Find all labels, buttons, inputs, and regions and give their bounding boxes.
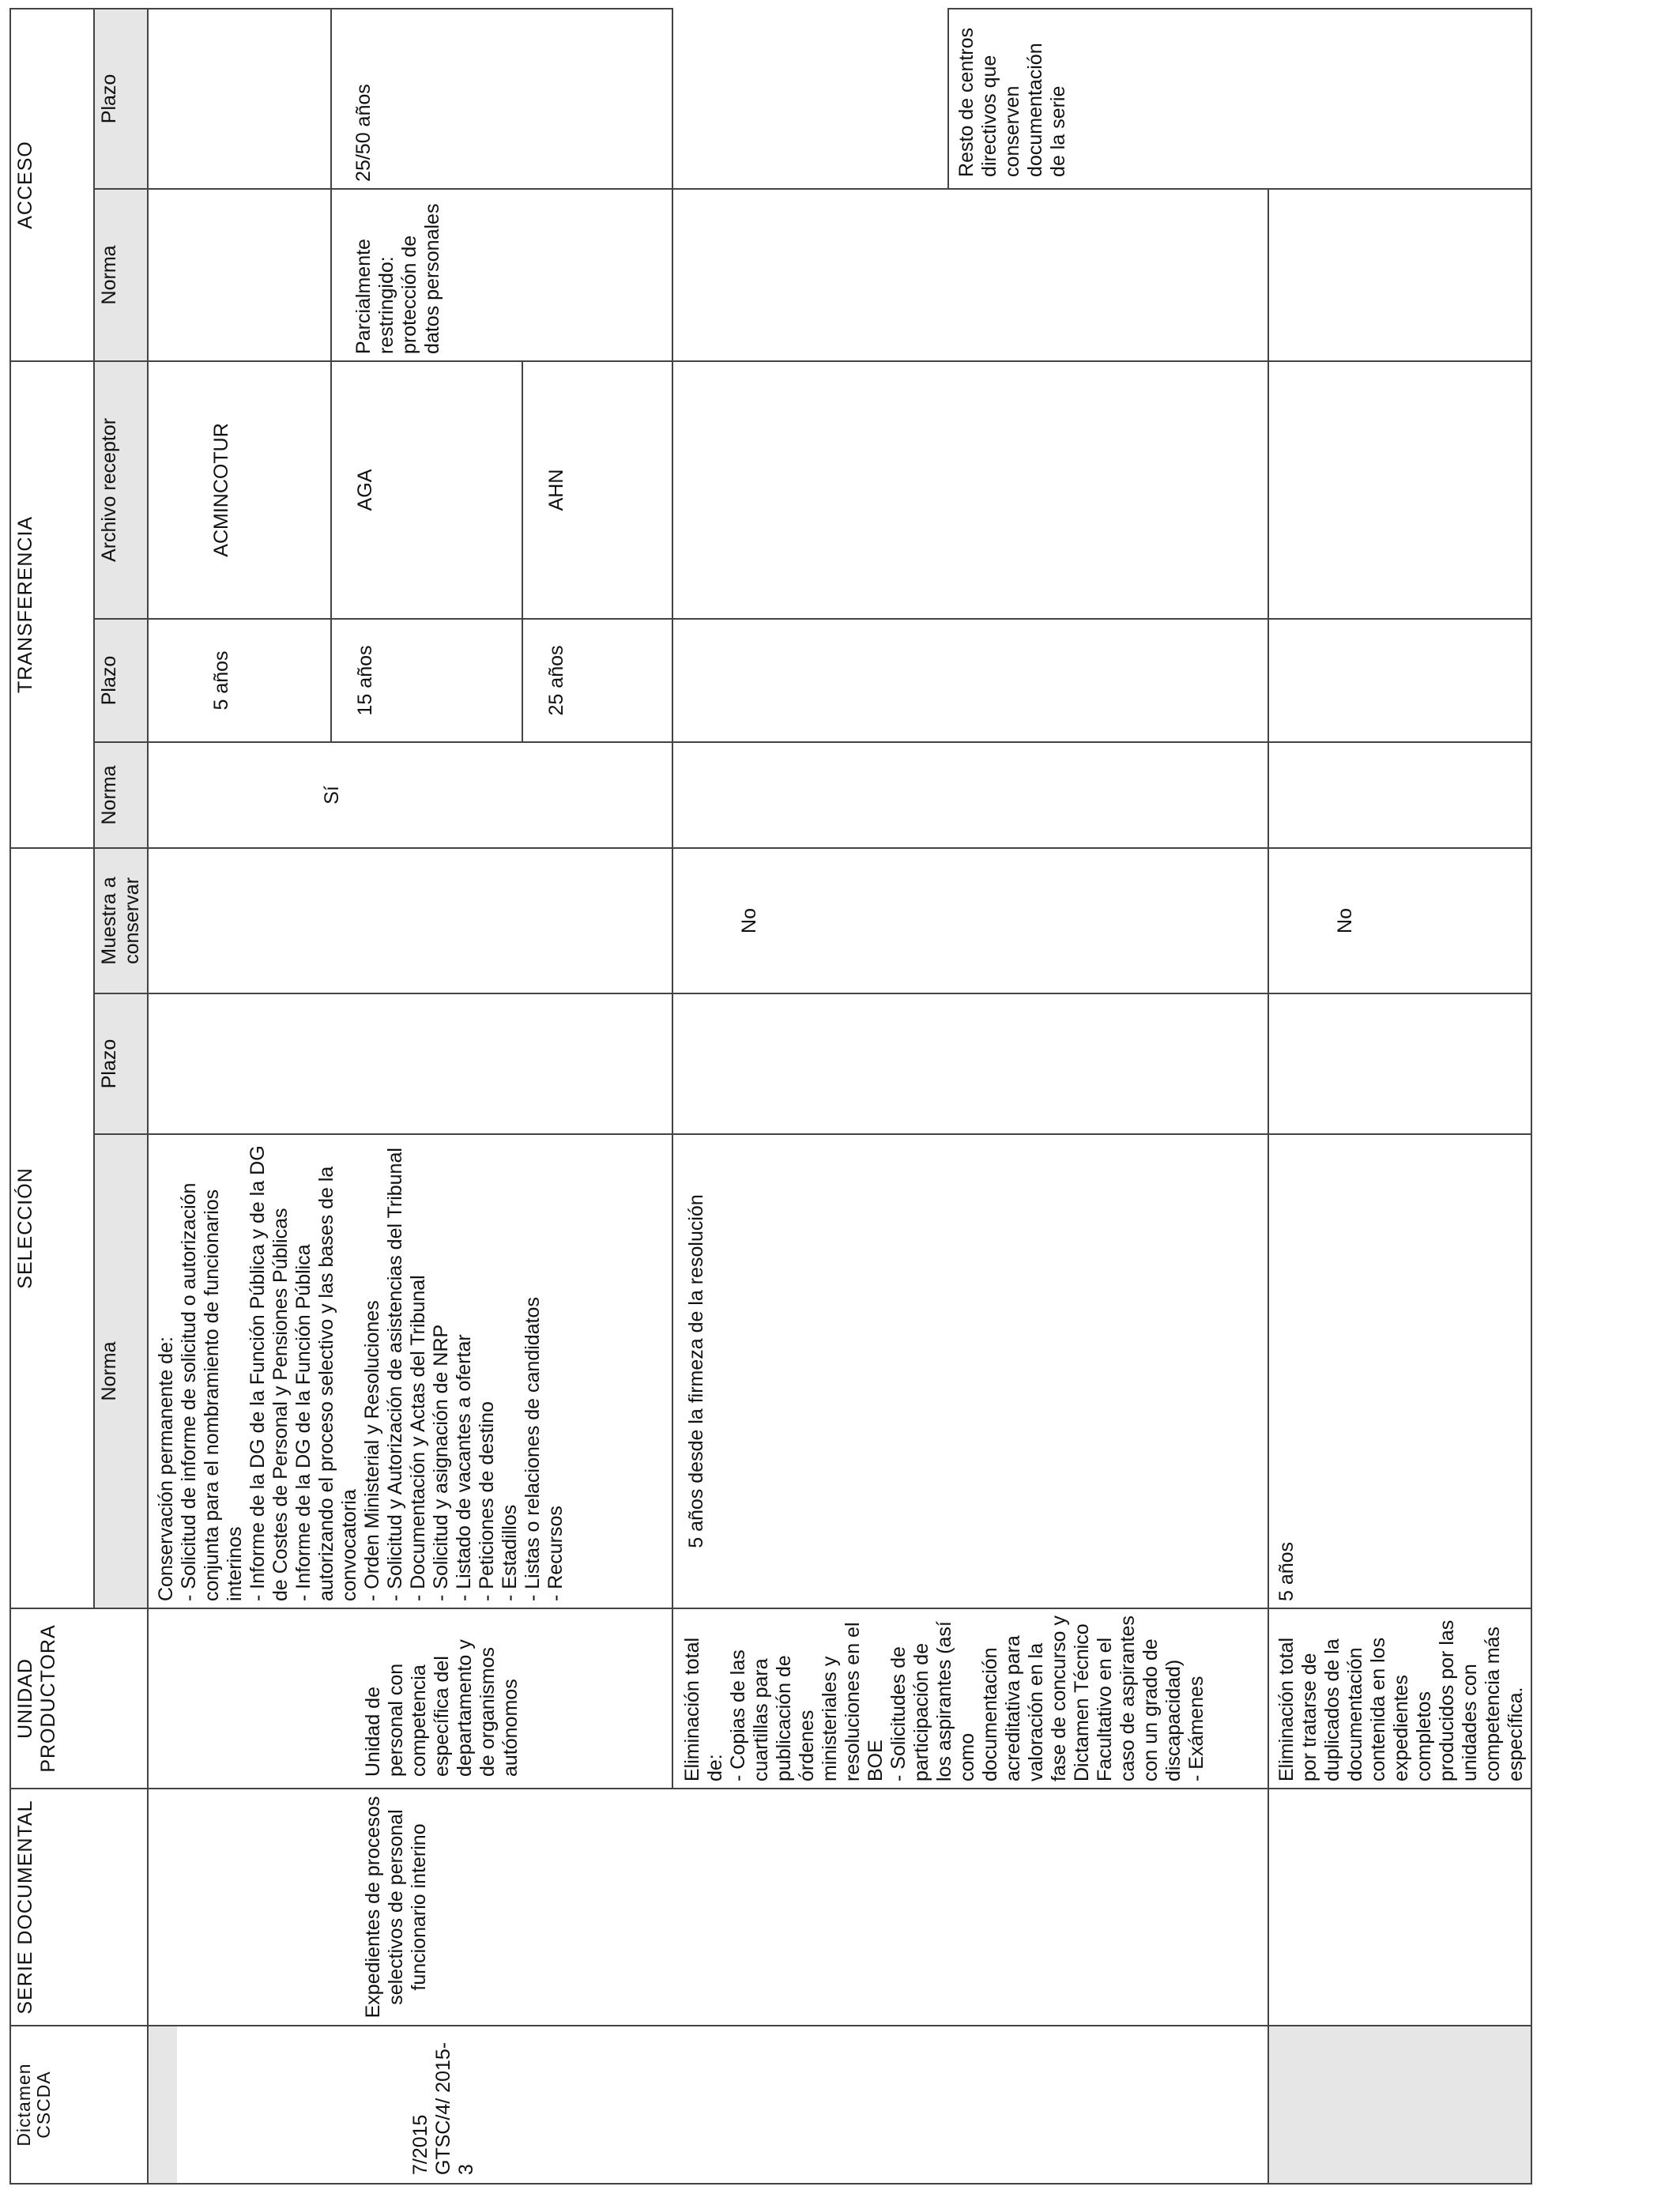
archivo-receptor-step-2: AGA [331, 361, 522, 619]
archivo-receptor-step-1: ACMINCOTUR [148, 361, 331, 619]
seleccion-line: - Peticiones de destino [476, 1401, 498, 1601]
acceso-plazo-top [148, 9, 331, 189]
transferencia-plazo-step-3: 25 años [522, 619, 672, 742]
transferencia-norma-3: No [1268, 848, 1531, 993]
unidad-productora-2 [948, 9, 1531, 189]
seleccion-line: - Documentación y Actas del Tribunal [407, 1275, 429, 1601]
header-serie-documental: SERIE DOCUMENTAL [10, 1789, 148, 2026]
muestra-conservar-2 [672, 993, 1268, 1134]
seleccion-line: - Estadillos [499, 1504, 521, 1601]
subheader-transferencia-plazo: Plazo [94, 619, 148, 742]
seleccion-line: - Listado de vacantes a ofertar [453, 1334, 475, 1601]
retention-table [9, 8, 1532, 2185]
seleccion-1-list [155, 1141, 567, 1601]
seleccion-plazo-2-value: 5 años desde la firmeza de la resolución [684, 1194, 707, 1548]
transferencia-plazo-2 [672, 742, 1268, 848]
acceso-plazo-cell [331, 9, 672, 189]
seleccion-3-text: Eliminación total por tratarse de duplicados de la documentación contenida en los expedientes completos producidos por las unidades con competencia más específica. [1275, 1619, 1527, 1781]
acceso-norma-2 [672, 361, 1268, 619]
archivo-receptor-step-3: AHN [522, 361, 672, 619]
seleccion-plazo-1 [148, 993, 672, 1134]
seleccion-line: - Informe de la DG de la Función Pública y de la DG de Costes de Personal y Pensiones Públicas [247, 1145, 292, 1601]
header-dictamen: Dictamen CSCDA [10, 2026, 148, 2184]
transferencia-plazo-step-2: 15 años [331, 619, 522, 742]
subheader-archivo-receptor: Archivo receptor [94, 361, 148, 619]
serie-documental-cell [148, 1789, 1268, 2026]
seleccion-line: - Solicitud y Autorización de asistencias del Tribunal [384, 1148, 406, 1601]
serie-empty [1268, 1789, 1531, 2026]
transferencia-norma-1 [148, 742, 672, 848]
seleccion-line: - Informe de la DG de la Función Pública autorizando el proceso selectivo y las bases de la convocatoria [292, 1166, 360, 1601]
archivo-receptor-2 [672, 619, 1268, 742]
acceso-norma-3 [1268, 361, 1531, 619]
seleccion-plazo-2 [672, 1134, 1268, 1608]
header-transferencia: TRANSFERENCIA [10, 361, 94, 848]
archivo-receptor-3 [1268, 619, 1531, 742]
dictamen-cell [148, 2026, 1268, 2184]
subheader-acceso-norma: Norma [94, 189, 148, 361]
dictamen-value: 7/2015 GTSC/4/ 2015-3 [409, 2041, 477, 2175]
seleccion-line: - Listas o relaciones de candidatos [522, 1297, 544, 1601]
acceso-norma-cell [331, 189, 672, 361]
unidad-productora-1-value: Unidad de personal con competencia específica del departamento y de organismos autónomos [362, 1639, 522, 1777]
acceso-norma-top [148, 189, 331, 361]
seleccion-norma-1 [148, 1134, 672, 1608]
acceso-plazo-3 [1268, 189, 1531, 361]
seleccion-line: - Orden Ministerial y Resoluciones [361, 1300, 383, 1601]
seleccion-line: - Solicitud y asignación de NRP [430, 1324, 452, 1601]
header-unidad-productora: UNIDAD PRODUCTORA [10, 1608, 148, 1789]
subheader-seleccion-plazo: Plazo [94, 993, 148, 1134]
serie-documental-value: Expedientes de procesos selectivos de personal funcionario interino [362, 1796, 430, 2019]
transferencia-plazo-3 [1268, 742, 1531, 848]
acceso-plazo-value: 25/50 años [352, 84, 375, 182]
acceso-norma-value: Parcialmente restringido: protección de datos personales [352, 203, 443, 354]
muestra-conservar-1 [148, 848, 672, 993]
unidad-productora-2-value: Resto de centros directivos que conserven documentación de la serie [955, 27, 1070, 177]
transferencia-norma-1-value: Sí [321, 786, 343, 805]
unidad-productora-1 [148, 1608, 672, 1789]
seleccion-line: - Solicitud de informe de solicitud o autorización conjunta para el nombramiento de funcionarios interinos [178, 1182, 246, 1601]
subheader-transferencia-norma: Norma [94, 742, 148, 848]
transferencia-plazo-step-1: 5 años [148, 619, 331, 742]
seleccion-line: - Solicitudes de participación de los aspirantes (así como documentación acreditativa para valoración en la fase de concurso y Dictamen Técnico Facultativo en el caso de aspirantes con un grado de discapacidad) [887, 1615, 1185, 1781]
seleccion-norma-2 [672, 1608, 1268, 1789]
seleccion-plazo-3: 5 años [1268, 1134, 1531, 1608]
seleccion-2-list [681, 1615, 1208, 1781]
dictamen-empty [1268, 2026, 1531, 2184]
transferencia-norma-2: No [672, 848, 1268, 993]
acceso-plazo-2 [672, 189, 1268, 361]
header-acceso: ACCESO [10, 9, 94, 361]
subheader-seleccion-norma: Norma [94, 1134, 148, 1608]
seleccion-line: Eliminación total de: [680, 1637, 726, 1781]
seleccion-line: Conservación permanente de: [155, 1336, 177, 1601]
subheader-muestra-conservar: Muestra a conservar [94, 848, 148, 993]
seleccion-line: - Exámenes [1185, 1676, 1207, 1781]
seleccion-line: - Recursos [544, 1506, 567, 1601]
seleccion-norma-3 [1268, 1608, 1531, 1789]
header-seleccion: SELECCIÓN [10, 848, 94, 1608]
seleccion-line: - Copias de las cuartillas para publicación de órdenes ministeriales y resoluciones en el BOE [726, 1622, 887, 1781]
subheader-acceso-plazo: Plazo [94, 9, 148, 189]
muestra-conservar-3 [1268, 993, 1531, 1134]
